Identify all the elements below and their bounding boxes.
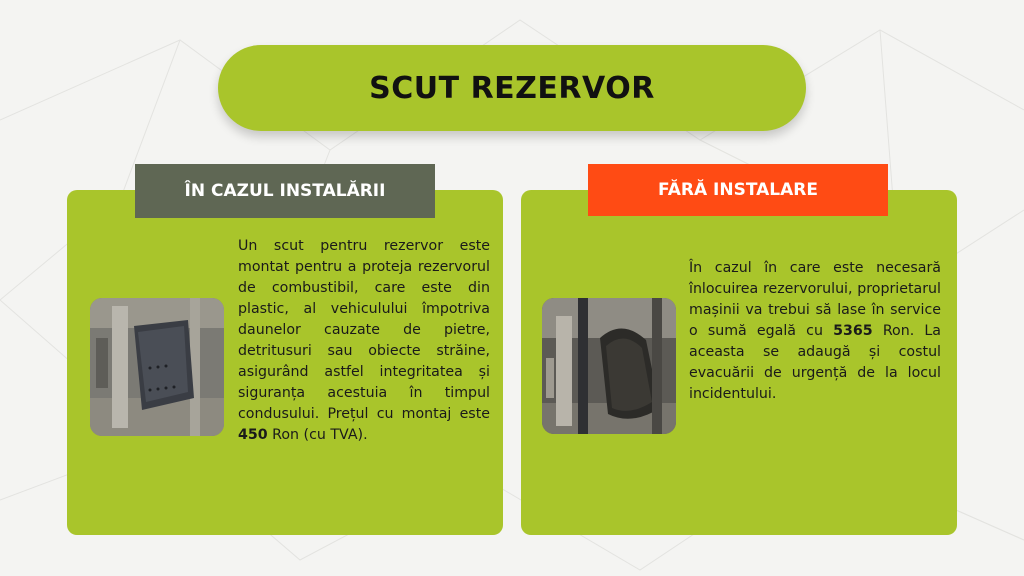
- installed-price: 450: [238, 427, 268, 443]
- not-installed-tag: FĂRĂ INSTALARE: [588, 164, 888, 216]
- installed-description: Un scut pentru rezervor este montat pentru a proteja rezervorul de combustibil, care este din plastic, al vehiculului împotriva daunelor cauzate de pietre, detritusuri sau obiecte străine, asigurând astfel integritatea și siguranța acestuia în timpul condusului. Prețul cu montaj este 450 Ron (cu TVA).: [238, 238, 490, 443]
- installed-tag: ÎN CAZUL INSTALĂRII: [135, 164, 435, 218]
- replacement-cost: 5365: [833, 323, 873, 339]
- tank-shield-photo: [90, 298, 224, 436]
- page-title: SCUT REZERVOR: [369, 70, 655, 106]
- title-banner: [218, 45, 806, 131]
- damaged-tank-photo: [542, 298, 676, 434]
- not-installed-description: În cazul în care este necesară înlocuirea rezervorului, proprietarul mașinii va trebui să lase în service o sumă egală cu 5365 Ron. La aceasta se adaugă și costul evacuării de urgență de la locul incidentului.: [689, 260, 941, 402]
